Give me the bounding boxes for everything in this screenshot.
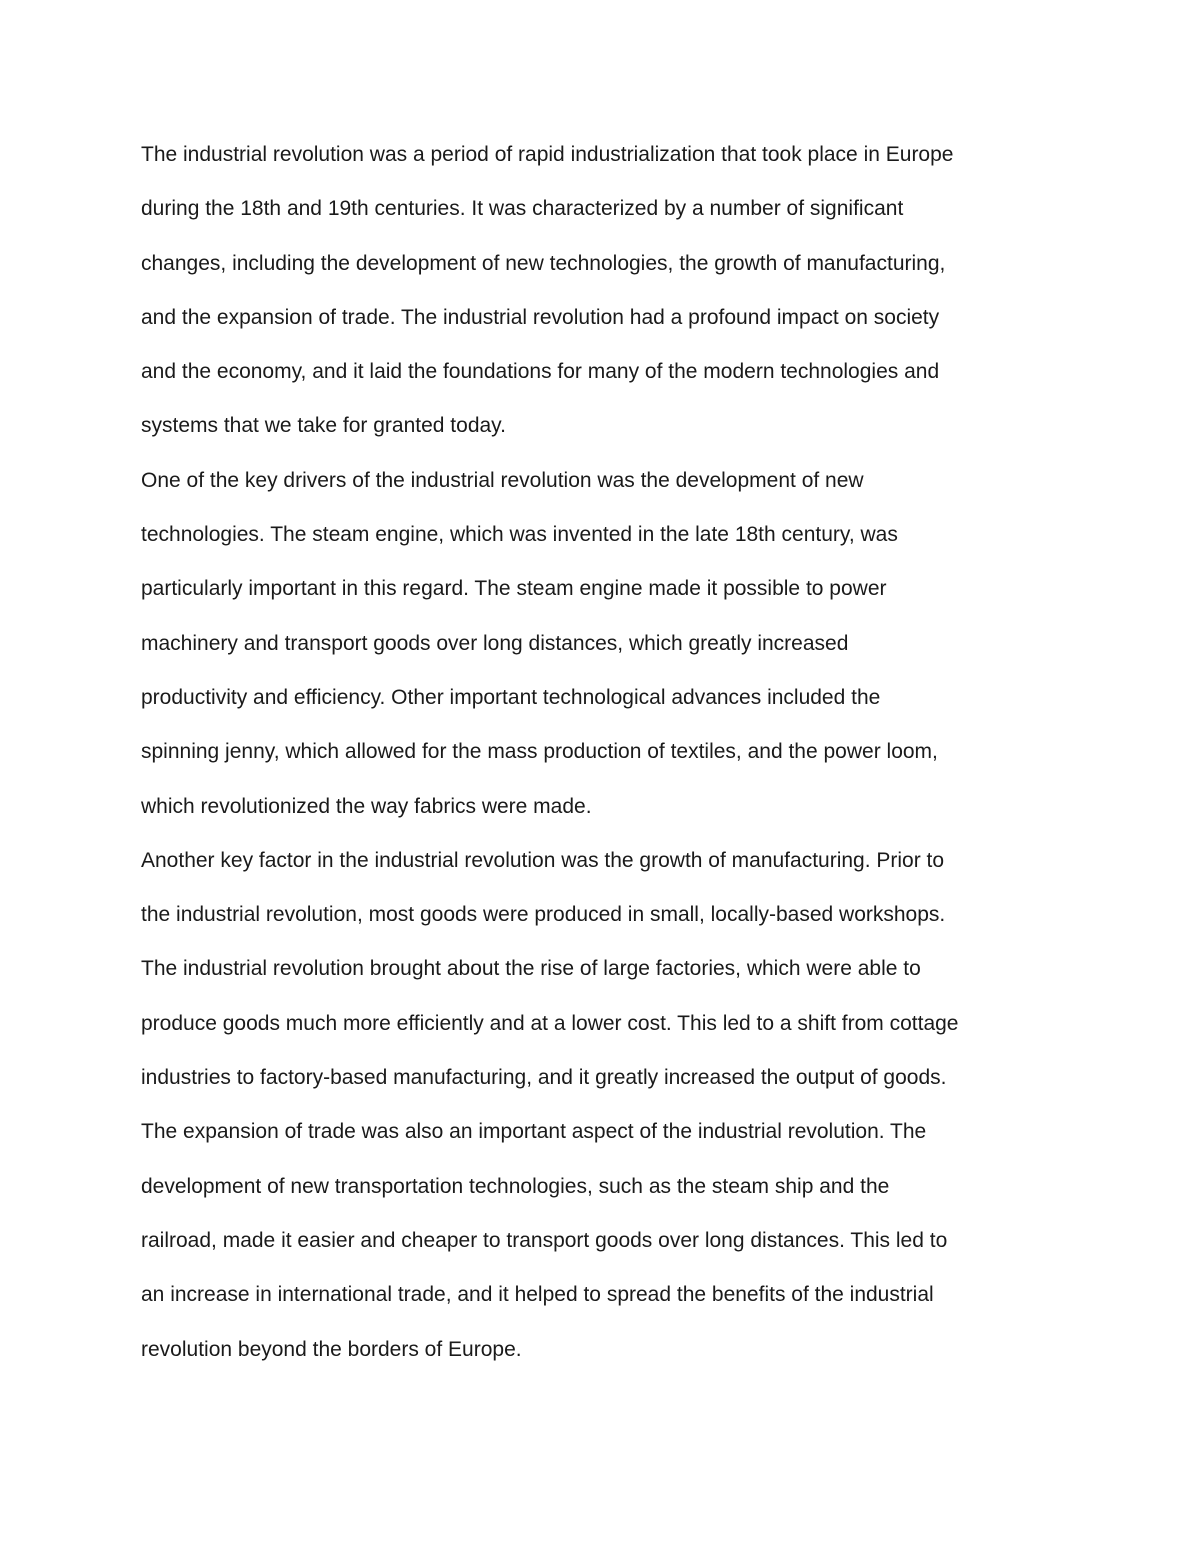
text-line: changes, including the development of new technologies, the growth of manufacturing,: [141, 251, 946, 275]
text-line: the industrial revolution, most goods were produced in small, locally-based workshops.: [141, 903, 946, 927]
text-line: industries to factory-based manufacturing, and it greatly increased the output of goods.: [141, 1066, 947, 1090]
text-line: machinery and transport goods over long distances, which greatly increased: [141, 631, 849, 655]
text-line: The industrial revolution brought about the rise of large factories, which were able to: [141, 957, 921, 981]
text-line: The expansion of trade was also an important aspect of the industrial revolution. The: [141, 1120, 927, 1144]
text-line: and the economy, and it laid the foundations for many of the modern technologies and: [141, 360, 940, 384]
text-line: during the 18th and 19th centuries. It was characterized by a number of significant: [141, 197, 904, 221]
text-line: The industrial revolution was a period of rapid industrialization that took place in Europe: [141, 143, 954, 166]
text-line: Another key factor in the industrial revolution was the growth of manufacturing. Prior to: [141, 848, 945, 872]
text-line: technologies. The steam engine, which was invented in the late 18th century, was: [141, 523, 898, 547]
text-line: One of the key drivers of the industrial revolution was the development of new: [141, 468, 864, 492]
text-line: an increase in international trade, and it helped to spread the benefits of the industrial: [141, 1283, 934, 1307]
text-line: railroad, made it easier and cheaper to transport goods over long distances. This led to: [141, 1228, 948, 1252]
text-line: and the expansion of trade. The industrial revolution had a profound impact on society: [141, 305, 940, 329]
text-line: produce goods much more efficiently and at a lower cost. This led to a shift from cottage: [141, 1011, 959, 1035]
text-line: particularly important in this regard. The steam engine made it possible to power: [141, 577, 887, 601]
text-line: spinning jenny, which allowed for the mass production of textiles, and the power loom,: [141, 740, 938, 764]
text-line: productivity and efficiency. Other important technological advances included the: [141, 685, 881, 709]
text-line: development of new transportation technologies, such as the steam ship and the: [141, 1174, 890, 1198]
document-body: [141, 128, 1061, 1377]
text-line: which revolutionized the way fabrics were made.: [141, 794, 592, 818]
text-line: revolution beyond the borders of Europe.: [141, 1337, 522, 1361]
text-line: systems that we take for granted today.: [141, 414, 506, 438]
